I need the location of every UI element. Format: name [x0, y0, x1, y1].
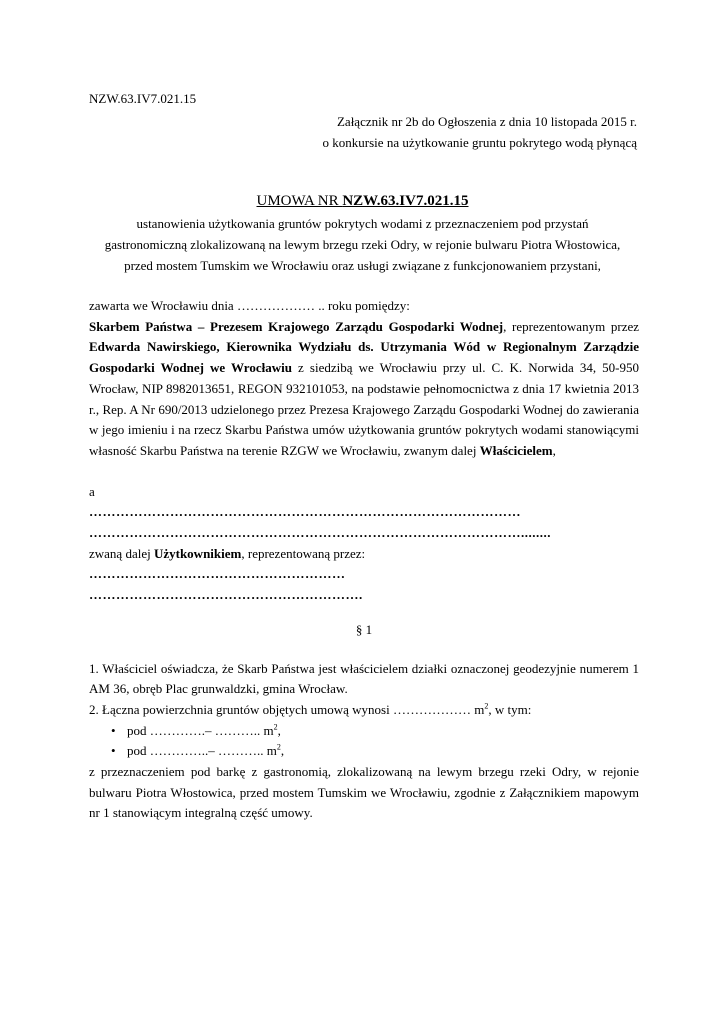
bullet-icon: • — [111, 743, 116, 759]
party-owner-representative: Edwarda Nawirskiego, Kierownika Wydziału ds. Utrzymania Wód w Regionalnym Zarządzie Gospodarki Wodnej we Wrocławiu — [89, 339, 639, 376]
list-item-text: pod …………..– ……….. m — [127, 743, 277, 759]
party-owner-end: , — [552, 442, 556, 458]
subject-line: gastronomiczną zlokalizowaną na lewym brzegu rzeki Odry, w rejonie bulwaru Piotra Włostowica, — [104, 237, 621, 252]
bullet-icon: • — [111, 722, 116, 738]
user-name-placeholder: ……………………………………………………………………………………........ — [89, 525, 551, 541]
document-body — [89, 296, 639, 824]
user-called-text: zwaną dalej — [89, 545, 154, 561]
unit-superscript: 2 — [484, 701, 489, 711]
subject-line: ustanowienia użytkowania gruntów pokrytych wodami z przeznaczeniem pod przystań — [136, 216, 589, 231]
area-list — [89, 721, 639, 762]
title-prefix: UMOWA NR — [256, 193, 343, 209]
annex-line: Załącznik nr 2b do Ogłoszenia z dnia 10 listopada 2015 r. — [336, 114, 637, 129]
party-owner-name: Skarbem Państwa – Prezesem Krajowego Zarządu Gospodarki Wodnej — [89, 318, 504, 334]
list-item-tail: , — [277, 722, 281, 738]
user-role-line — [89, 544, 639, 565]
user-rep-placeholder: ……………………………………………………. — [89, 587, 363, 603]
section1-purpose: z przeznaczeniem pod barkę z gastronomią, zlokalizowaną na lewym brzegu rzeki Odry, w rejonie bulwaru Piotra Włostowica, przed mostem Tumskim we Wrocławiu, zgodnie z Załącznikiem mapowym nr 1 stanowiącym integralną część umowy. — [89, 764, 639, 821]
user-role: Użytkownikiem — [153, 545, 242, 561]
point2-text: 2. Łączna powierzchnia gruntów objętych umową wynosi ……………… m — [89, 701, 485, 717]
unit-superscript: 2 — [276, 743, 281, 753]
intro-line: zawarta we Wrocławiu dnia ……………… .. roku pomiędzy: — [89, 298, 410, 313]
conjunction: a — [89, 483, 95, 499]
party-owner-role: Właścicielem — [479, 442, 553, 458]
list-item — [111, 721, 639, 742]
party-owner-text: , reprezentowanym przez — [503, 318, 639, 334]
user-name-placeholder: …………………………………………………………………………………… — [89, 504, 521, 520]
section1-point2 — [89, 700, 639, 721]
agreement-title — [0, 193, 725, 210]
unit-superscript: 2 — [273, 722, 278, 732]
annex-line: o konkursie na użytkowanie gruntu pokrytego wodą płynącą — [322, 135, 637, 150]
title-number: NZW.63.IV7.021.15 — [342, 193, 469, 209]
party-owner-paragraph — [89, 317, 639, 462]
list-item-text: pod ………….– ……….. m — [127, 722, 274, 738]
list-item-tail: , — [280, 743, 285, 759]
agreement-subject — [80, 213, 645, 276]
party-owner-details: z siedzibą we Wrocławiu przy ul. C. K. Norwida 34, 50-950 Wrocław, NIP 8982013651, REGON 932101053, na podstawie pełnomocnictwa z dnia 17 kwietnia 2013 r., Rep. A Nr 690/2013 udzielonego przez Prezesa Krajowego Zarządu Gospodarki Wodnej do zawierania w jego imieniu i na rzecz Skarbu Państwa umów użytkowania gruntów pokrytych wodami stanowiącymi własność Skarbu Państwa na terenie RZGW we Wrocławiu, zwanym dalej — [89, 360, 640, 458]
section-heading: § 1 — [355, 621, 373, 637]
user-rep-text: , reprezentowaną przez: — [241, 545, 366, 561]
annex-note — [323, 111, 637, 153]
document-reference: NZW.63.IV7.021.15 — [89, 91, 197, 106]
section1-point1: 1. Właściciel oświadcza, że Skarb Państwa jest właścicielem działki oznaczonej geodezyjnie numerem 1 AM 36, obręb Plac grunwaldzki, gmina Wrocław. — [89, 660, 639, 697]
point2-tail: , w tym: — [488, 701, 532, 717]
list-item — [111, 741, 639, 762]
subject-line: przed mostem Tumskim we Wrocławiu oraz usługi związane z funkcjonowaniem przystani, — [124, 258, 601, 273]
user-rep-placeholder: ………………………………………………… — [89, 566, 346, 582]
